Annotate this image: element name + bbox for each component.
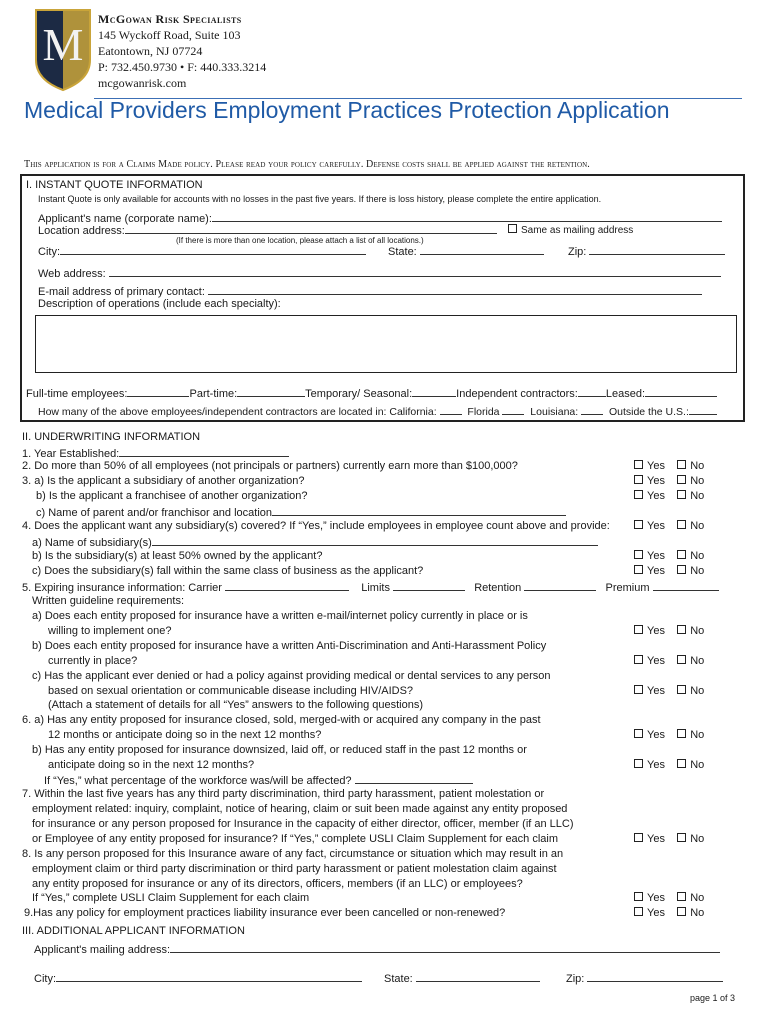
leased-label: Leased:: [605, 388, 646, 400]
q4: 4. Does the applicant want any subsidiary(s) covered? If “Yes,” include employees in employee count above and provide:: [22, 520, 610, 532]
location-note: (If there is more than one location, please attach a list of all locations.): [176, 236, 424, 245]
outside-us-label: Outside the U.S.:: [608, 406, 689, 418]
section3-heading: III. ADDITIONAL APPLICANT INFORMATION: [22, 925, 245, 937]
yes-option[interactable]: Yes: [634, 655, 665, 667]
leased-field[interactable]: [645, 386, 717, 397]
employee-locations-row: [38, 404, 717, 418]
email-label: E-mail address of primary contact:: [38, 286, 205, 298]
state-field[interactable]: [420, 244, 544, 255]
email-row: [38, 284, 702, 298]
no-option[interactable]: No: [677, 655, 704, 667]
q8-line1: 8. Is any person proposed for this Insurance aware of any fact, circumstance or situation which may result in an: [22, 848, 564, 860]
no-option[interactable]: No: [677, 625, 704, 637]
mailing-zip-row: [566, 971, 723, 985]
location-state-row: [388, 244, 544, 258]
yes-no-q3b: [634, 490, 704, 502]
location-city-row: [38, 244, 366, 258]
mailing-address-row: [34, 942, 720, 956]
workforce-percentage-field[interactable]: [355, 773, 473, 784]
yes-no-q5b: [634, 655, 704, 667]
mailing-city-field[interactable]: [56, 971, 362, 982]
yes-no-q7: [634, 833, 704, 845]
no-option[interactable]: No: [677, 907, 704, 919]
retention-label: Retention: [474, 582, 522, 594]
premium-field[interactable]: [653, 580, 719, 591]
q9: 9.Has any policy for employment practices liability insurance ever been cancelled or non-renewed?: [24, 907, 506, 919]
q6b-line3-row: [44, 773, 473, 787]
q5a-line2: willing to implement one?: [48, 625, 172, 637]
zip-field[interactable]: [589, 244, 725, 255]
carrier-field[interactable]: [225, 580, 349, 591]
claims-made-notice: This application is for a Claims Made policy. Please read your policy carefully. Defense costs shall be applied against the retention.: [24, 159, 590, 170]
yes-no-q8: [634, 892, 704, 904]
yes-option[interactable]: Yes: [634, 550, 665, 562]
independent-label: Independent contractors:: [456, 388, 578, 400]
part-time-field[interactable]: [237, 386, 305, 397]
independent-field[interactable]: [578, 386, 606, 397]
temporary-label: Temporary/ Seasonal:: [305, 388, 413, 400]
subsidiary-name-field[interactable]: [152, 535, 598, 546]
no-option[interactable]: No: [677, 892, 704, 904]
no-option[interactable]: No: [677, 550, 704, 562]
state-label: State:: [388, 246, 417, 258]
outside-us-field[interactable]: [689, 404, 717, 415]
page-number: page 1 of 3: [690, 993, 736, 1003]
yes-option[interactable]: Yes: [634, 475, 665, 487]
yes-no-q5a: [634, 625, 704, 637]
city-field[interactable]: [60, 244, 366, 255]
no-option[interactable]: No: [677, 729, 704, 741]
q4c: c) Does the subsidiary(s) fall within the same class of business as the applicant?: [32, 565, 424, 577]
q3c-row: [36, 505, 566, 519]
q7-line2: employment related: inquiry, complaint, notice of hearing, claim or suit been made against any entity proposed: [32, 803, 568, 815]
carrier-label: 5. Expiring insurance information: Carrier: [22, 582, 222, 594]
q1-row: [22, 446, 289, 460]
q5b-line1: b) Does each entity proposed for insurance have a written Anti-Discrimination and Anti-Harassment Policy: [32, 640, 547, 652]
temporary-field[interactable]: [412, 386, 456, 397]
q7-line1: 7. Within the last five years has any third party discrimination, third party harassment, patient molestation or: [22, 788, 545, 800]
q3b: b) Is the applicant a franchisee of another organization?: [36, 490, 308, 502]
full-time-label: Full-time employees:: [26, 388, 128, 400]
limits-field[interactable]: [393, 580, 465, 591]
q5-row: [22, 580, 719, 594]
no-option[interactable]: No: [677, 565, 704, 577]
location-address-row: [38, 223, 497, 237]
section2-heading: II. UNDERWRITING INFORMATION: [22, 431, 201, 443]
same-as-mailing-checkbox[interactable]: [508, 224, 517, 233]
part-time-label: Part-time:: [189, 388, 238, 400]
q6b-line2: anticipate doing so in the next 12 months?: [48, 759, 255, 771]
mailing-city-label: City:: [34, 973, 56, 985]
web-address-field[interactable]: [109, 266, 721, 277]
q5c-line1: c) Has the applicant ever denied or had a policy against providing medical or dental services to any person: [32, 670, 551, 682]
employee-counts-row: [26, 386, 717, 400]
q8-line2: employment claim or third party discrimination or third party harassment or patient molestation claim against: [32, 863, 557, 875]
yes-option[interactable]: Yes: [634, 520, 665, 532]
location-address-field[interactable]: [125, 223, 497, 234]
q6b-line3: If “Yes,” what percentage of the workforce was/will be affected?: [44, 775, 352, 787]
company-name: McGowan Risk Specialists: [98, 12, 242, 26]
location-zip-row: [568, 244, 725, 258]
q5-written: Written guideline requirements:: [32, 595, 185, 607]
no-option[interactable]: No: [677, 490, 704, 502]
no-option[interactable]: No: [677, 685, 704, 697]
no-option[interactable]: No: [677, 460, 704, 472]
louisiana-field[interactable]: [581, 404, 603, 415]
email-field[interactable]: [208, 284, 702, 295]
mailing-address-field[interactable]: [170, 942, 720, 953]
company-website: mcgowanrisk.com: [98, 76, 187, 90]
yes-no-q5c: [634, 685, 704, 697]
full-time-field[interactable]: [127, 386, 189, 397]
q5a-line1: a) Does each entity proposed for insurance have a written e-mail/internet policy currently in place or is: [32, 610, 528, 622]
yes-option[interactable]: Yes: [634, 907, 665, 919]
location-address-label: Location address:: [38, 225, 125, 237]
zip-label: Zip:: [568, 246, 587, 258]
yes-option[interactable]: Yes: [634, 460, 665, 472]
description-label: Description of operations (include each specialty):: [38, 298, 281, 310]
yes-option[interactable]: Yes: [634, 759, 665, 771]
q5c-line3: (Attach a statement of details for all “Yes” answers to the following questions): [48, 699, 424, 711]
mailing-state-label: State:: [384, 973, 413, 985]
florida-field[interactable]: [502, 404, 524, 415]
yes-option[interactable]: Yes: [634, 490, 665, 502]
yes-no-q4c: [634, 565, 704, 577]
limits-label: Limits: [361, 582, 390, 594]
california-field[interactable]: [440, 404, 462, 415]
q6b-line1: b) Has any entity proposed for insurance downsized, laid off, or reduced staff in the past 12 months or: [32, 744, 527, 756]
city-label: City:: [38, 246, 60, 258]
yes-option[interactable]: Yes: [634, 729, 665, 741]
premium-label: Premium: [605, 582, 650, 594]
q5c-line2: based on sexual orientation or communicable disease including HIV/AIDS?: [48, 685, 414, 697]
q7-line4: or Employee of any entity proposed for insurance? If “Yes,” complete USLI Claim Supplement for each claim: [32, 833, 559, 845]
q6a-line1: 6. a) Has any entity proposed for insurance closed, sold, merged-with or acquired any company in the past: [22, 714, 541, 726]
yes-no-q4: [634, 520, 704, 532]
description-textarea[interactable]: [35, 315, 737, 373]
year-established-field[interactable]: [119, 446, 289, 457]
company-address-1: 145 Wyckoff Road, Suite 103: [98, 28, 241, 42]
q3a: 3. a) Is the applicant a subsidiary of another organization?: [22, 475, 305, 487]
yes-option[interactable]: Yes: [634, 625, 665, 637]
company-phone: P: 732.450.9730 • F: 440.333.3214: [98, 60, 267, 74]
mailing-address-label: Applicant's mailing address:: [34, 944, 171, 956]
q5b-line2: currently in place?: [48, 655, 138, 667]
q7-line3: for insurance or any person proposed for Insurance in the capacity of either director, officer, member (if an LLC): [32, 818, 574, 830]
mailing-city-row: [34, 971, 362, 985]
retention-field[interactable]: [524, 580, 596, 591]
yes-option[interactable]: Yes: [634, 833, 665, 845]
q4a-label: a) Name of subsidiary(s): [32, 537, 152, 549]
locations-question: How many of the above employees/independent contractors are located in: California:: [38, 406, 437, 418]
q6a-line2: 12 months or anticipate doing so in the next 12 months?: [48, 729, 322, 741]
no-option[interactable]: No: [677, 520, 704, 532]
logo-letter: M: [42, 19, 84, 70]
mailing-state-field[interactable]: [416, 971, 540, 982]
applicant-name-field[interactable]: [212, 211, 722, 222]
q2: 2. Do more than 50% of all employees (not principals or partners) currently earn more than $100,000?: [22, 460, 518, 472]
q8-line3: any entity proposed for insurance or any of its directors, officers, members (if an LLC) or employees?: [32, 878, 523, 890]
yes-no-q6b: [634, 759, 704, 771]
yes-option[interactable]: Yes: [634, 565, 665, 577]
same-as-mailing-label: Same as mailing address: [521, 225, 634, 236]
section1-heading: I. INSTANT QUOTE INFORMATION: [26, 179, 203, 191]
same-as-mailing[interactable]: [508, 224, 633, 236]
web-address-row: [38, 266, 721, 280]
yes-option[interactable]: Yes: [634, 685, 665, 697]
parent-franchisor-field[interactable]: [272, 505, 566, 516]
q1-label: 1. Year Established:: [22, 448, 120, 460]
louisiana-label: Louisiana:: [530, 406, 579, 418]
yes-no-q6a: [634, 729, 704, 741]
web-address-label: Web address:: [38, 268, 106, 280]
yes-no-q9: [634, 907, 704, 919]
yes-option[interactable]: Yes: [634, 892, 665, 904]
company-logo: [34, 8, 92, 92]
section1-intro: Instant Quote is only available for accounts with no losses in the past five years. If there is loss history, please complete the entire application.: [38, 194, 602, 204]
q4b: b) Is the subsidiary(s) at least 50% owned by the applicant?: [32, 550, 323, 562]
company-address-2: Eatontown, NJ 07724: [98, 44, 203, 58]
yes-no-q2: [634, 460, 704, 472]
yes-no-q4b: [634, 550, 704, 562]
florida-label: Florida: [467, 406, 500, 418]
mailing-zip-label: Zip:: [566, 973, 585, 985]
yes-no-q3a: [634, 475, 704, 487]
no-option[interactable]: No: [677, 475, 704, 487]
mailing-state-row: [384, 971, 540, 985]
q3c-label: c) Name of parent and/or franchisor and location: [36, 507, 273, 519]
mailing-zip-field[interactable]: [587, 971, 723, 982]
applicant-name-label: Applicant's name (corporate name):: [38, 213, 212, 225]
q4a-row: [32, 535, 598, 549]
no-option[interactable]: No: [677, 759, 704, 771]
page-title: Medical Providers Employment Practices Protection Application: [24, 97, 670, 123]
q8-line4: If “Yes,” complete USLI Claim Supplement for each claim: [32, 892, 310, 904]
no-option[interactable]: No: [677, 833, 704, 845]
